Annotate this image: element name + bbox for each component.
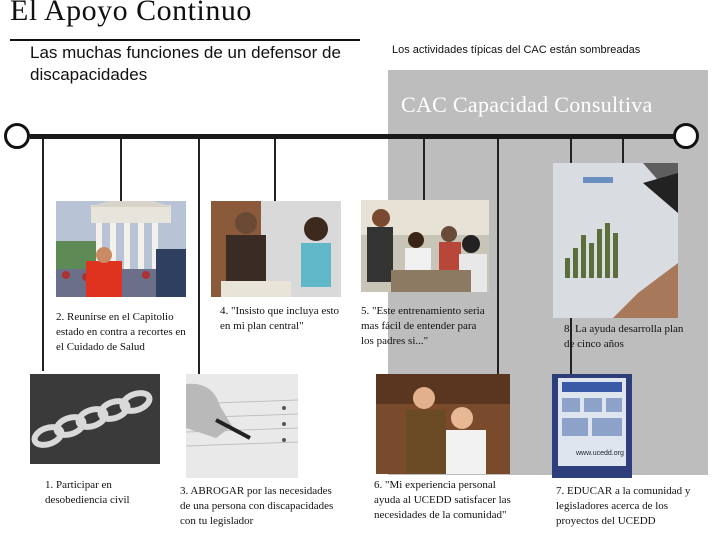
connector-5 bbox=[423, 139, 425, 201]
plan-meeting-photo bbox=[211, 201, 341, 297]
connector-6 bbox=[497, 139, 499, 374]
caption-8: 8. La ayuda desarrolla plan de cinco años bbox=[564, 323, 684, 350]
connector-3 bbox=[198, 139, 200, 374]
poster-url: www.ucedd.org bbox=[576, 450, 624, 457]
timeline-end-circle bbox=[673, 123, 699, 149]
connector-1 bbox=[42, 139, 44, 371]
connector-2 bbox=[120, 139, 122, 202]
caption-2: 2. Reunirse en el Capitolio estado en contra a recortes en el Cuidado de Salud bbox=[56, 311, 186, 353]
training-photo bbox=[361, 200, 489, 292]
writing-photo bbox=[186, 374, 298, 478]
page-title: El Apoyo Continuo bbox=[10, 0, 252, 27]
cac-label: CAC Capacidad Consultiva bbox=[401, 92, 653, 117]
shading-note: Los actividades típicas del CAC están sombreadas bbox=[392, 44, 641, 56]
page-subtitle: Las muchas funciones de un defensor de discapacidades bbox=[30, 43, 341, 84]
caption-4: 4. "Insisto que incluya esto en mi plan central" bbox=[220, 305, 340, 332]
caption-1: 1. Participar en desobediencia civil bbox=[45, 479, 130, 506]
ucedd-poster-photo bbox=[552, 374, 632, 478]
personal-experience-photo bbox=[376, 374, 510, 474]
capitol-rally-photo bbox=[56, 201, 186, 297]
connector-4 bbox=[274, 139, 276, 201]
timeline-bar bbox=[30, 134, 690, 139]
caption-3: 3. ABROGAR por las necesidades de una persona con discapacidades con tu legislador bbox=[180, 485, 334, 527]
chart-document-photo bbox=[553, 163, 678, 318]
timeline-start-circle bbox=[4, 123, 30, 149]
connector-8 bbox=[622, 139, 624, 163]
caption-5: 5. "Este entrenamiento seria mas fácil de entender para los padres si..." bbox=[361, 305, 485, 347]
chain-photo bbox=[30, 374, 160, 464]
title-underline bbox=[10, 39, 360, 41]
caption-7: 7. EDUCAR a la comunidad y legisladores acerca de los proyectos del UCEDD bbox=[556, 485, 691, 527]
caption-6: 6. "Mi experiencia personal ayuda al UCEDD satisfacer las necesidades de la comunidad" bbox=[374, 479, 511, 521]
